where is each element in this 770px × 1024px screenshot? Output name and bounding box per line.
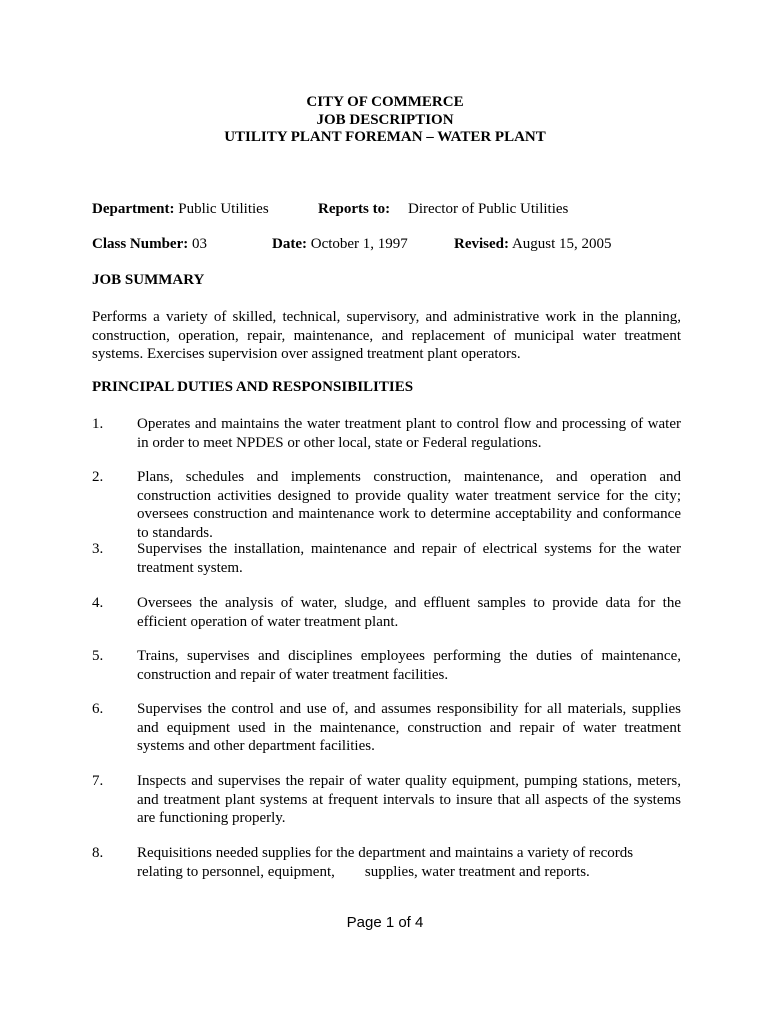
duty-text: Operates and maintains the water treatment plant to control flow and processing of water in order to meet NPDES or other local, state or Federal regulations. [137, 416, 681, 451]
date-value: October 1, 1997 [310, 236, 408, 252]
duty-item [92, 772, 681, 828]
duty-text: Oversees the analysis of water, sludge, and effluent samples to provide data for the efficient operation of water treatment plant. [137, 595, 681, 630]
class-label: Class Number: [92, 236, 189, 252]
header-doc-type: JOB DESCRIPTION [316, 111, 454, 128]
duty-item [92, 415, 681, 452]
class-row [92, 236, 207, 253]
duty-number: 3. [92, 541, 104, 557]
duty-text: Plans, schedules and implements construction, maintenance, and operation and construction activities designed to provide quality water treatment service for the city; oversees construction and maintenance work to determine acceptability and conformance to standards. [137, 469, 681, 541]
duties-heading: PRINCIPAL DUTIES AND RESPONSIBILITIES [92, 379, 414, 395]
duty-number: 5. [92, 648, 104, 664]
duty-item [92, 594, 681, 631]
duty-number: 6. [92, 701, 104, 717]
duty-number: 2. [92, 469, 104, 485]
duty-number: 8. [92, 845, 104, 861]
duty-text: Supervises the installation, maintenance and repair of electrical systems for the water treatment system. [137, 541, 681, 576]
duty-text: Supervises the control and use of, and assumes responsibility for all materials, supplies and equipment used in the maintenance, construction and repair of water treatment systems and other department facilities. [137, 701, 681, 754]
revised-label: Revised: [454, 236, 509, 252]
header-city: CITY OF COMMERCE [306, 94, 464, 110]
date-label: Date: [272, 236, 307, 252]
duty-number: 7. [92, 773, 104, 789]
duty-number: 4. [92, 595, 104, 611]
duty-number: 1. [92, 416, 104, 432]
department-value: Public Utilities [178, 201, 269, 217]
duty-text: Inspects and supervises the repair of water quality equipment, pumping stations, meters, and treatment plant systems at frequent intervals to insure that all aspects of the systems are functioning properly. [137, 773, 681, 826]
duty-item [92, 647, 681, 684]
revised-row [454, 236, 612, 253]
reports-label: Reports to: [318, 201, 391, 217]
reports-row [318, 201, 390, 218]
duty-item [92, 468, 681, 542]
duty-text: Trains, supervises and disciplines employees performing the duties of maintenance, construction and repair of water treatment facilities. [137, 648, 681, 683]
duty-item [92, 844, 681, 881]
duty-item [92, 700, 681, 756]
header-job-title: UTILITY PLANT FOREMAN – WATER PLANT [224, 129, 546, 145]
revised-value: August 15, 2005 [511, 236, 612, 252]
reports-value: Director of Public Utilities [408, 201, 569, 217]
document-header [0, 94, 770, 147]
job-summary-text: Performs a variety of skilled, technical, supervisory, and administrative work in the planning, construction, operation, repair, maintenance, and replacement of municipal water treatment systems. Exercises supervision over assigned treatment plant operators. [92, 309, 681, 362]
page-number: Page 1 of 4 [346, 914, 424, 931]
date-row [272, 236, 408, 253]
reports-value-row [408, 201, 568, 218]
department-row [92, 201, 269, 218]
duty-text: Requisitions needed supplies for the department and maintains a variety of records relating to personnel, equipment, supplies, water treatment and reports. [137, 845, 637, 880]
job-summary-heading: JOB SUMMARY [92, 272, 205, 288]
department-label: Department: [92, 201, 175, 217]
class-value: 03 [192, 236, 207, 252]
duty-item [92, 540, 681, 577]
